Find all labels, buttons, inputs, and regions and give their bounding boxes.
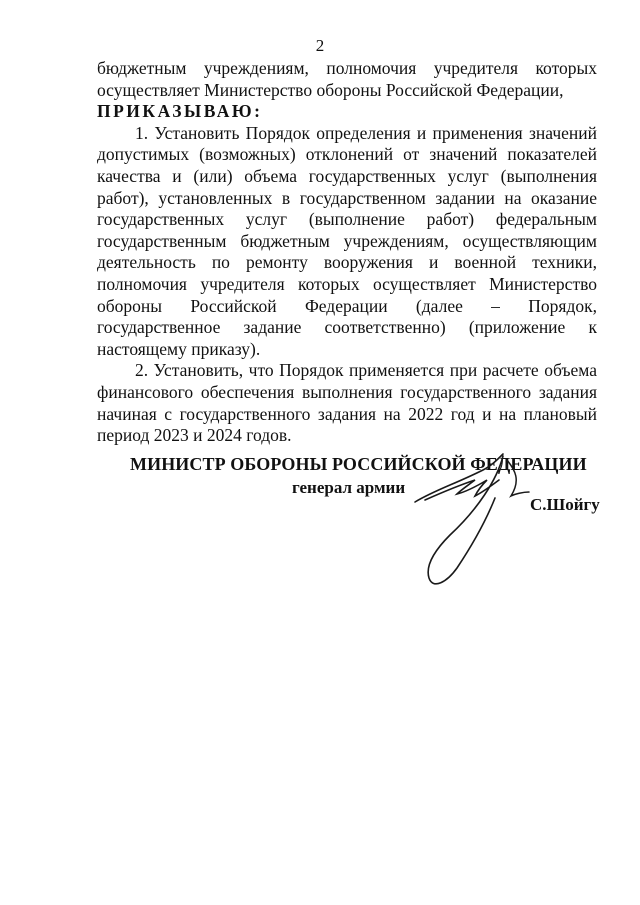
signatory-title: МИНИСТР ОБОРОНЫ РОССИЙСКОЙ ФЕДЕРАЦИИ (130, 454, 587, 474)
intro-paragraph: бюджетным учреждениям, полномочия учредителя которых осуществляет Министерство обороны Российской Федерации, (97, 58, 597, 100)
order-heading (97, 101, 597, 123)
handwritten-signature (395, 440, 545, 590)
signatory-name: С.Шойгу (530, 495, 600, 514)
clause-2: 2. Установить, что Порядок применяется при расчете объема финансового обеспечения выполнения государственного задания начиная с государственного задания на 2022 год и на плановый период 2023 и 2024 годов. (97, 360, 597, 446)
order-word: ПРИКАЗЫВАЮ (97, 101, 255, 122)
clause-1: 1. Установить Порядок определения и применения значений допустимых (возможных) отклонений от значений показателей качества и (или) объема государственных услуг (выполнения работ), установленных в государственном задании на оказание государственных услуг (выполнение работ) федеральным государственным бюджетным учреждениям, осуществляющим деятельность по ремонту вооружения и военной техники, полномочия учредителя которых осуществляет Министерство обороны Российской Федерации (далее – Порядок, государственное задание соответственно) (приложение к настоящему приказу). (97, 122, 597, 359)
document-body (97, 58, 597, 447)
order-colon: : (254, 101, 263, 122)
page-number: 2 (315, 36, 325, 55)
signatory-rank: генерал армии (292, 478, 406, 497)
